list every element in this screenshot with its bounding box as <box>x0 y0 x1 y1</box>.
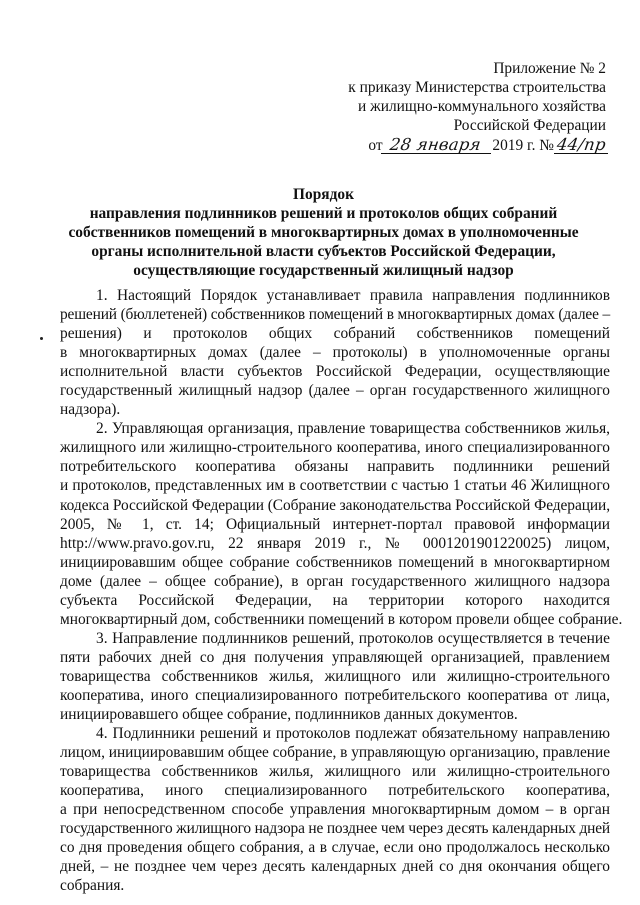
paragraph-line: товарищества собственников жилья, жилищного или жилищно-строительного <box>60 667 610 685</box>
appendix-country-line: Российской Федерации <box>453 117 606 134</box>
paragraph-line: государственный жилищный надзор (далее – орган государственного жилищного <box>60 382 610 400</box>
document-title <box>60 185 587 280</box>
handwritten-date-text: 28 января <box>388 135 483 154</box>
paragraph-line: http://www.pravo.gov.ru, 22 января 2019 г., № 0001201901220025) лицом, <box>60 534 610 552</box>
paragraph-line: лицом, инициировавшим общее собрание, в управляющую организацию, правление <box>60 744 610 762</box>
paragraph-line: а при непосредственном способе управления многоквартирным домом – в орган <box>60 801 610 819</box>
paragraph-line: пяти рабочих дней со дня получения управляющей организацией, правлением <box>60 648 610 666</box>
paragraph-line: инициировавшим общее собрание собственников помещений в многоквартирном <box>60 553 610 571</box>
paragraph-line: кодекса Российской Федерации (Собрание законодательства Российской Федерации, <box>60 496 610 514</box>
title-line: собственников помещений в многоквартирных домах в уполномоченные <box>68 224 579 241</box>
title-line: направления подлинников решений и протоколов общих собраний <box>89 205 558 222</box>
paragraph-line: 3. Направление подлинников решений, протоколов осуществляется в течение <box>96 629 610 647</box>
paragraph-line: дней, – не позднее чем через десять календарных дней со дня окончания общего <box>60 858 610 876</box>
paragraph-2 <box>60 419 623 629</box>
appendix-date-line <box>0 135 606 155</box>
paragraph-line: инициировавшего общее собрание, подлинников данных документов. <box>60 706 518 724</box>
paragraph-line: 4. Подлинники решений и протоколов подлежат обязательному направлению <box>96 725 610 743</box>
appendix-order-line: к приказу Министерства строительства <box>348 79 606 96</box>
paragraph-line: кооператива, иного специализированного потребительского кооператива от лица, <box>60 686 610 704</box>
paragraph-line: доме (далее – общее собрание), в орган государственного жилищного надзора <box>60 572 610 590</box>
document-body <box>60 286 623 896</box>
paragraph-4 <box>60 724 610 895</box>
paragraph-line: многоквартирный дом, собственники помещений в котором провели общее собрание. <box>60 610 623 628</box>
appendix-number: Приложение № 2 <box>493 60 606 77</box>
paragraph-line: в многоквартирных домах (далее – протоколы) в уполномоченные органы <box>60 344 610 362</box>
title-line: осуществляющие государственный жилищный надзор <box>133 262 514 279</box>
paragraph-line: кооператива, иного специализированного потребительского кооператива, <box>60 782 610 800</box>
year-and-number-label: 2019 г. № <box>492 137 554 154</box>
appendix-header <box>0 59 606 155</box>
paragraph-line: товарищества собственников жилья, жилищного или жилищно-строительного <box>60 763 610 781</box>
paragraph-line: государственного жилищного надзора не позднее чем через десять календарных дней <box>60 820 610 838</box>
title-line: органы исполнительной власти субъектов Российской Федерации, <box>91 243 556 260</box>
paragraph-line: решений (бюллетеней) собственников помещений в многоквартирных домах (далее – <box>60 306 610 324</box>
paragraph-line: жилищного или жилищно-строительного кооператива, иного специализированного <box>60 439 610 457</box>
paragraph-line: 2. Управляющая организация, правление товарищества собственников жилья, <box>96 420 610 438</box>
paragraph-line: и протоколов, представленных им в соответствии с частью 1 статьи 46 Жилищного <box>60 477 610 495</box>
paragraph-line: решения) и протоколов общих собраний собственников помещений <box>60 325 610 343</box>
paragraph-line: 2005, № 1, ст. 14; Официальный интернет-портал правовой информации <box>60 515 610 533</box>
paragraph-3 <box>60 629 610 724</box>
handwritten-number <box>556 135 606 155</box>
paragraph-1 <box>60 286 610 419</box>
paragraph-line: субъекта Российской Федерации, на территории которого находится <box>60 591 610 609</box>
scan-speck <box>40 337 43 340</box>
paragraph-line: со дня проведения общего собрания, а в случае, если оно продолжалось несколько <box>60 839 610 857</box>
handwritten-number-text: 44/пр <box>555 135 607 154</box>
handwritten-date <box>383 135 489 155</box>
paragraph-line: 1. Настоящий Порядок устанавливает правила направления подлинников <box>96 287 610 304</box>
paragraph-line: потребительского кооператива обязаны направить подлинники решений <box>60 458 610 476</box>
appendix-ministry-line: и жилищно-коммунального хозяйства <box>357 98 606 115</box>
paragraph-line: собрания. <box>60 877 125 895</box>
paragraph-line: исполнительной власти субъектов Российской Федерации, осуществляющие <box>60 363 610 381</box>
date-prefix: от <box>368 137 383 154</box>
title-heading: Порядок <box>293 186 354 203</box>
paragraph-line: надзора). <box>60 401 121 419</box>
